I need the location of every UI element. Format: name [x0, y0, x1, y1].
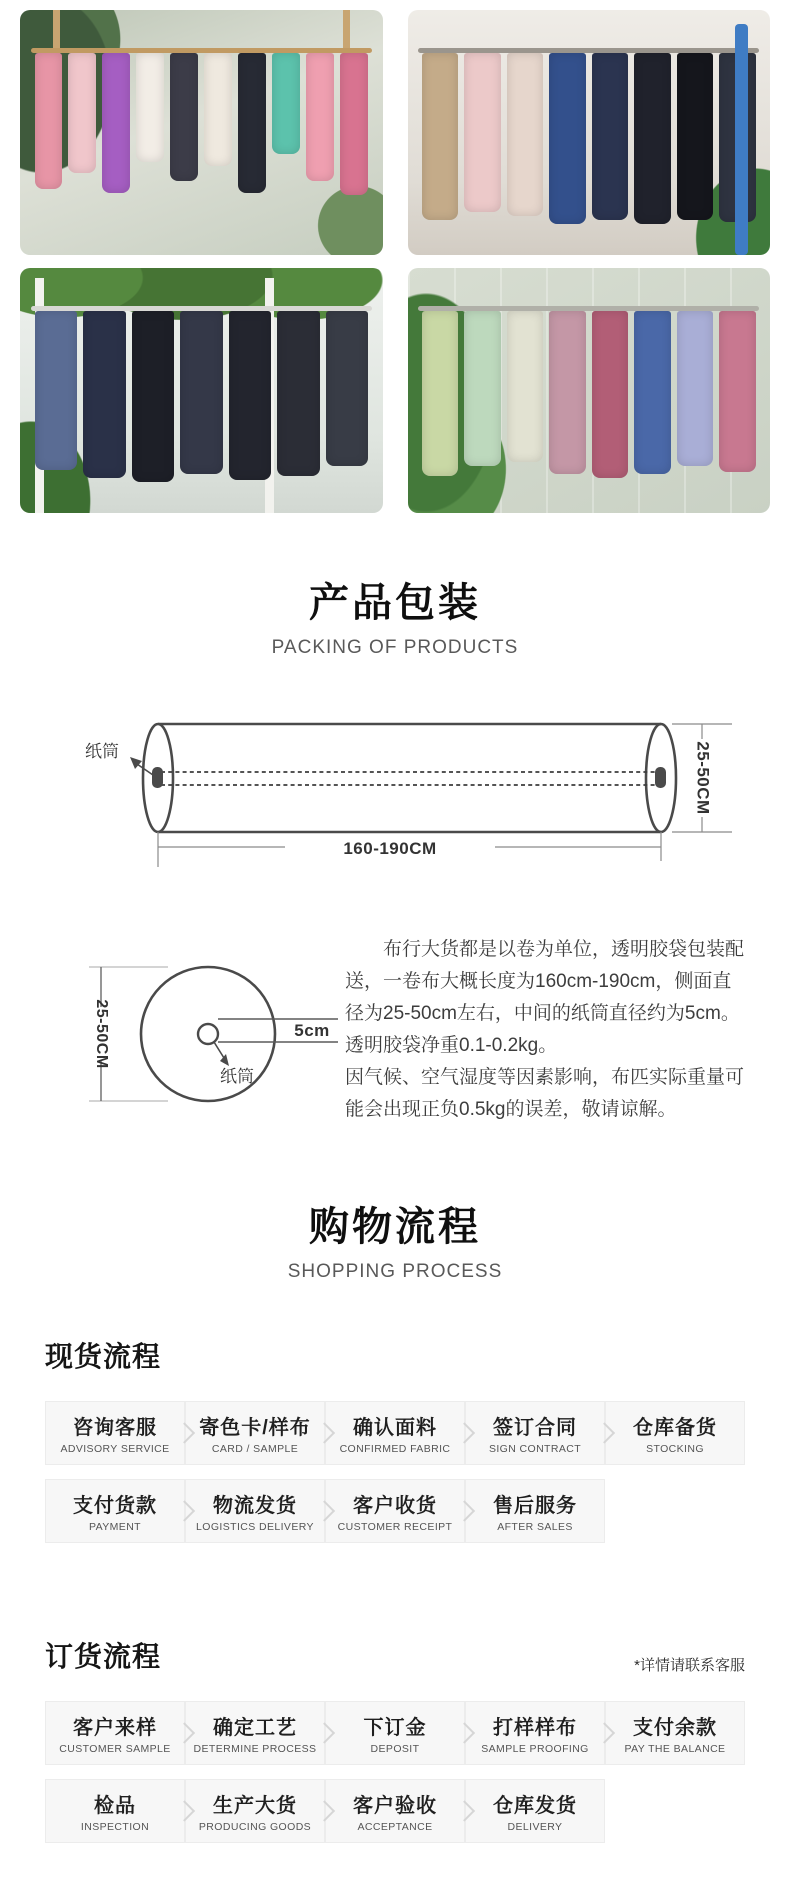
hanging-rod — [31, 48, 372, 53]
flow-step — [325, 1779, 465, 1843]
garment — [180, 311, 223, 474]
order-process-note: *详情请联系客服 — [634, 1657, 745, 1674]
callout-arrowhead — [130, 757, 142, 769]
flow-step-label-zh: 仓库发货 — [493, 1795, 577, 1817]
garment — [507, 311, 543, 462]
flow-step-label-zh: 咨询客服 — [73, 1417, 157, 1439]
flow-step-label-zh: 检品 — [94, 1795, 136, 1817]
tube-label: 纸筒 — [220, 1067, 254, 1086]
garment — [238, 53, 266, 193]
flow-step-label-en: DELIVERY — [507, 1821, 563, 1833]
garment-row — [422, 53, 756, 247]
garment — [719, 311, 755, 472]
garment — [422, 53, 458, 220]
product-photo-tops-rack — [20, 10, 383, 255]
flow-step-label-en: CONFIRMED FABRIC — [339, 1443, 451, 1455]
in-stock-process-title: 现货流程 — [45, 1341, 162, 1372]
garment — [68, 53, 96, 173]
flow-step-label-zh: 支付货款 — [73, 1495, 157, 1517]
packing-detail-block — [40, 939, 750, 1147]
garment — [132, 311, 175, 482]
flow-step-label-zh: 客户收货 — [353, 1495, 437, 1517]
shopping-subtitle: SHOPPING PROCESS — [287, 1261, 503, 1282]
flow-step-label-zh: 确定工艺 — [213, 1717, 297, 1739]
flow-step-label-zh: 物流发货 — [213, 1495, 297, 1517]
flow-step — [185, 1701, 325, 1765]
garment — [102, 53, 130, 193]
flow-step-label-zh: 客户来样 — [73, 1717, 157, 1739]
product-photo-dark-pants-rack — [20, 268, 383, 513]
flow-step — [325, 1479, 465, 1543]
garment — [634, 53, 670, 224]
flow-step — [185, 1401, 325, 1465]
garment — [204, 53, 232, 166]
flow-step-label-zh: 仓库备货 — [633, 1417, 717, 1439]
garment — [272, 53, 300, 154]
fabric-roll-diagram — [40, 711, 750, 869]
tube-end-left — [152, 767, 163, 788]
packing-title: 产品包装 — [309, 581, 481, 625]
flow-step-label-zh: 打样样布 — [493, 1717, 577, 1739]
roll-cross-section-diagram — [40, 962, 340, 1147]
order-process-rows — [45, 1701, 745, 1843]
garment — [464, 311, 500, 466]
tube-label: 纸筒 — [85, 742, 119, 761]
flow-step-label-zh: 售后服务 — [493, 1495, 577, 1517]
flow-step-label-en: STOCKING — [646, 1443, 704, 1455]
product-photo-pants-rack — [408, 10, 771, 255]
packing-section-header — [0, 571, 790, 659]
callout-line — [214, 1042, 224, 1058]
flow-step-label-en: PAYMENT — [89, 1521, 141, 1533]
flow-step-label-en: PAY THE BALANCE — [624, 1743, 726, 1755]
garment — [549, 53, 585, 224]
flow-step — [185, 1479, 325, 1543]
flow-row — [45, 1701, 745, 1765]
packing-subtitle: PACKING OF PRODUCTS — [271, 637, 519, 658]
order-process-header — [45, 1635, 745, 1675]
garment — [340, 53, 368, 195]
in-stock-process-rows — [45, 1401, 745, 1543]
cross-diameter-label: 25-50CM — [92, 999, 110, 1069]
garment — [592, 311, 628, 478]
shopping-section-header — [0, 1195, 790, 1283]
hanging-rod — [418, 306, 759, 311]
flow-step-label-zh: 下订金 — [363, 1717, 427, 1739]
flow-step-label-en: LOGISTICS DELIVERY — [196, 1521, 314, 1533]
flow-step — [185, 1779, 325, 1843]
hanging-rod — [31, 306, 372, 311]
tube-diameter-label: 5cm — [294, 1021, 330, 1040]
flow-step — [605, 1701, 745, 1765]
flow-step — [465, 1779, 605, 1843]
garment — [35, 311, 78, 470]
garment — [170, 53, 198, 181]
flow-step — [45, 1701, 185, 1765]
flow-step-label-en: AFTER SALES — [497, 1521, 573, 1533]
garment — [136, 53, 164, 162]
garment — [277, 311, 320, 476]
garment — [507, 53, 543, 216]
flow-step-label-en: INSPECTION — [80, 1821, 150, 1833]
roll-diameter-label: 25-50CM — [693, 741, 713, 815]
garment — [592, 53, 628, 220]
tube-end-right — [655, 767, 666, 788]
flow-step-label-zh: 生产大货 — [213, 1795, 297, 1817]
garment-row — [422, 311, 756, 505]
flow-step-label-en: DEPOSIT — [370, 1743, 420, 1755]
tube-circle — [198, 1024, 218, 1044]
product-photo-grid — [0, 0, 790, 513]
flow-step-label-en: SIGN CONTRACT — [488, 1443, 582, 1455]
garment — [306, 53, 334, 181]
flow-step-label-en: CARD / SAMPLE — [211, 1443, 299, 1455]
garment — [326, 311, 369, 466]
flow-step-label-en: DETERMINE PROCESS — [193, 1743, 317, 1755]
flow-step — [465, 1479, 605, 1543]
flow-step-label-en: CUSTOMER RECEIPT — [337, 1521, 453, 1533]
garment — [634, 311, 670, 474]
flow-row — [45, 1479, 605, 1543]
hanging-rod — [418, 48, 759, 53]
garment — [464, 53, 500, 212]
flow-step-label-zh: 签订合同 — [493, 1417, 577, 1439]
cross-section-drawing — [40, 962, 340, 1147]
garment — [719, 53, 755, 222]
flow-step — [45, 1779, 185, 1843]
garment-row — [35, 53, 369, 247]
flow-step-label-zh: 寄色卡/样布 — [199, 1417, 311, 1439]
flow-step-label-zh: 确认面料 — [353, 1417, 437, 1439]
in-stock-process-section — [45, 1335, 745, 1543]
flow-step — [45, 1401, 185, 1465]
shopping-title: 购物流程 — [309, 1205, 481, 1249]
garment — [422, 311, 458, 476]
packing-description — [340, 934, 750, 1147]
roll-length-label: 160-190CM — [343, 839, 437, 858]
flow-step-label-en: ADVISORY SERVICE — [60, 1443, 170, 1455]
garment — [83, 311, 126, 478]
flow-row — [45, 1779, 605, 1843]
garment — [677, 311, 713, 466]
order-process-title: 订货流程 — [45, 1641, 162, 1672]
flow-step-label-en: CUSTOMER SAMPLE — [59, 1743, 171, 1755]
callout-arrowhead — [220, 1054, 229, 1066]
flow-step-label-en: ACCEPTANCE — [357, 1821, 433, 1833]
in-stock-process-header — [45, 1335, 745, 1375]
fabric-roll-drawing — [40, 711, 750, 869]
garment — [677, 53, 713, 220]
packing-description-paragraph-2: 因气候、空气湿度等因素影响，布匹实际重量可能会出现正负0.5kg的误差，敬请谅解。 — [345, 1067, 745, 1120]
order-process-section — [45, 1635, 745, 1843]
garment — [229, 311, 272, 480]
flow-row — [45, 1401, 745, 1465]
flow-step-label-zh: 支付余款 — [633, 1717, 717, 1739]
garment — [35, 53, 63, 189]
product-photo-leggings-rack — [408, 268, 771, 513]
flow-step — [605, 1401, 745, 1465]
packing-description-paragraph-1: 布行大货都是以卷为单位，透明胶袋包装配送，一卷布大概长度为160cm-190cm，侧面直径为25-50cm左右，中间的纸筒直径约为5cm。透明胶袋净重0.1-0.2kg。 — [345, 939, 745, 1056]
garment-row — [35, 311, 369, 505]
flow-step — [465, 1401, 605, 1465]
garment — [549, 311, 585, 474]
flow-step — [325, 1401, 465, 1465]
flow-step-label-zh: 客户验收 — [353, 1795, 437, 1817]
flow-step — [45, 1479, 185, 1543]
flow-step-label-en: SAMPLE PROOFING — [481, 1743, 589, 1755]
flow-step — [325, 1701, 465, 1765]
flow-step — [465, 1701, 605, 1765]
flow-step-label-en: PRODUCING GOODS — [198, 1821, 312, 1833]
